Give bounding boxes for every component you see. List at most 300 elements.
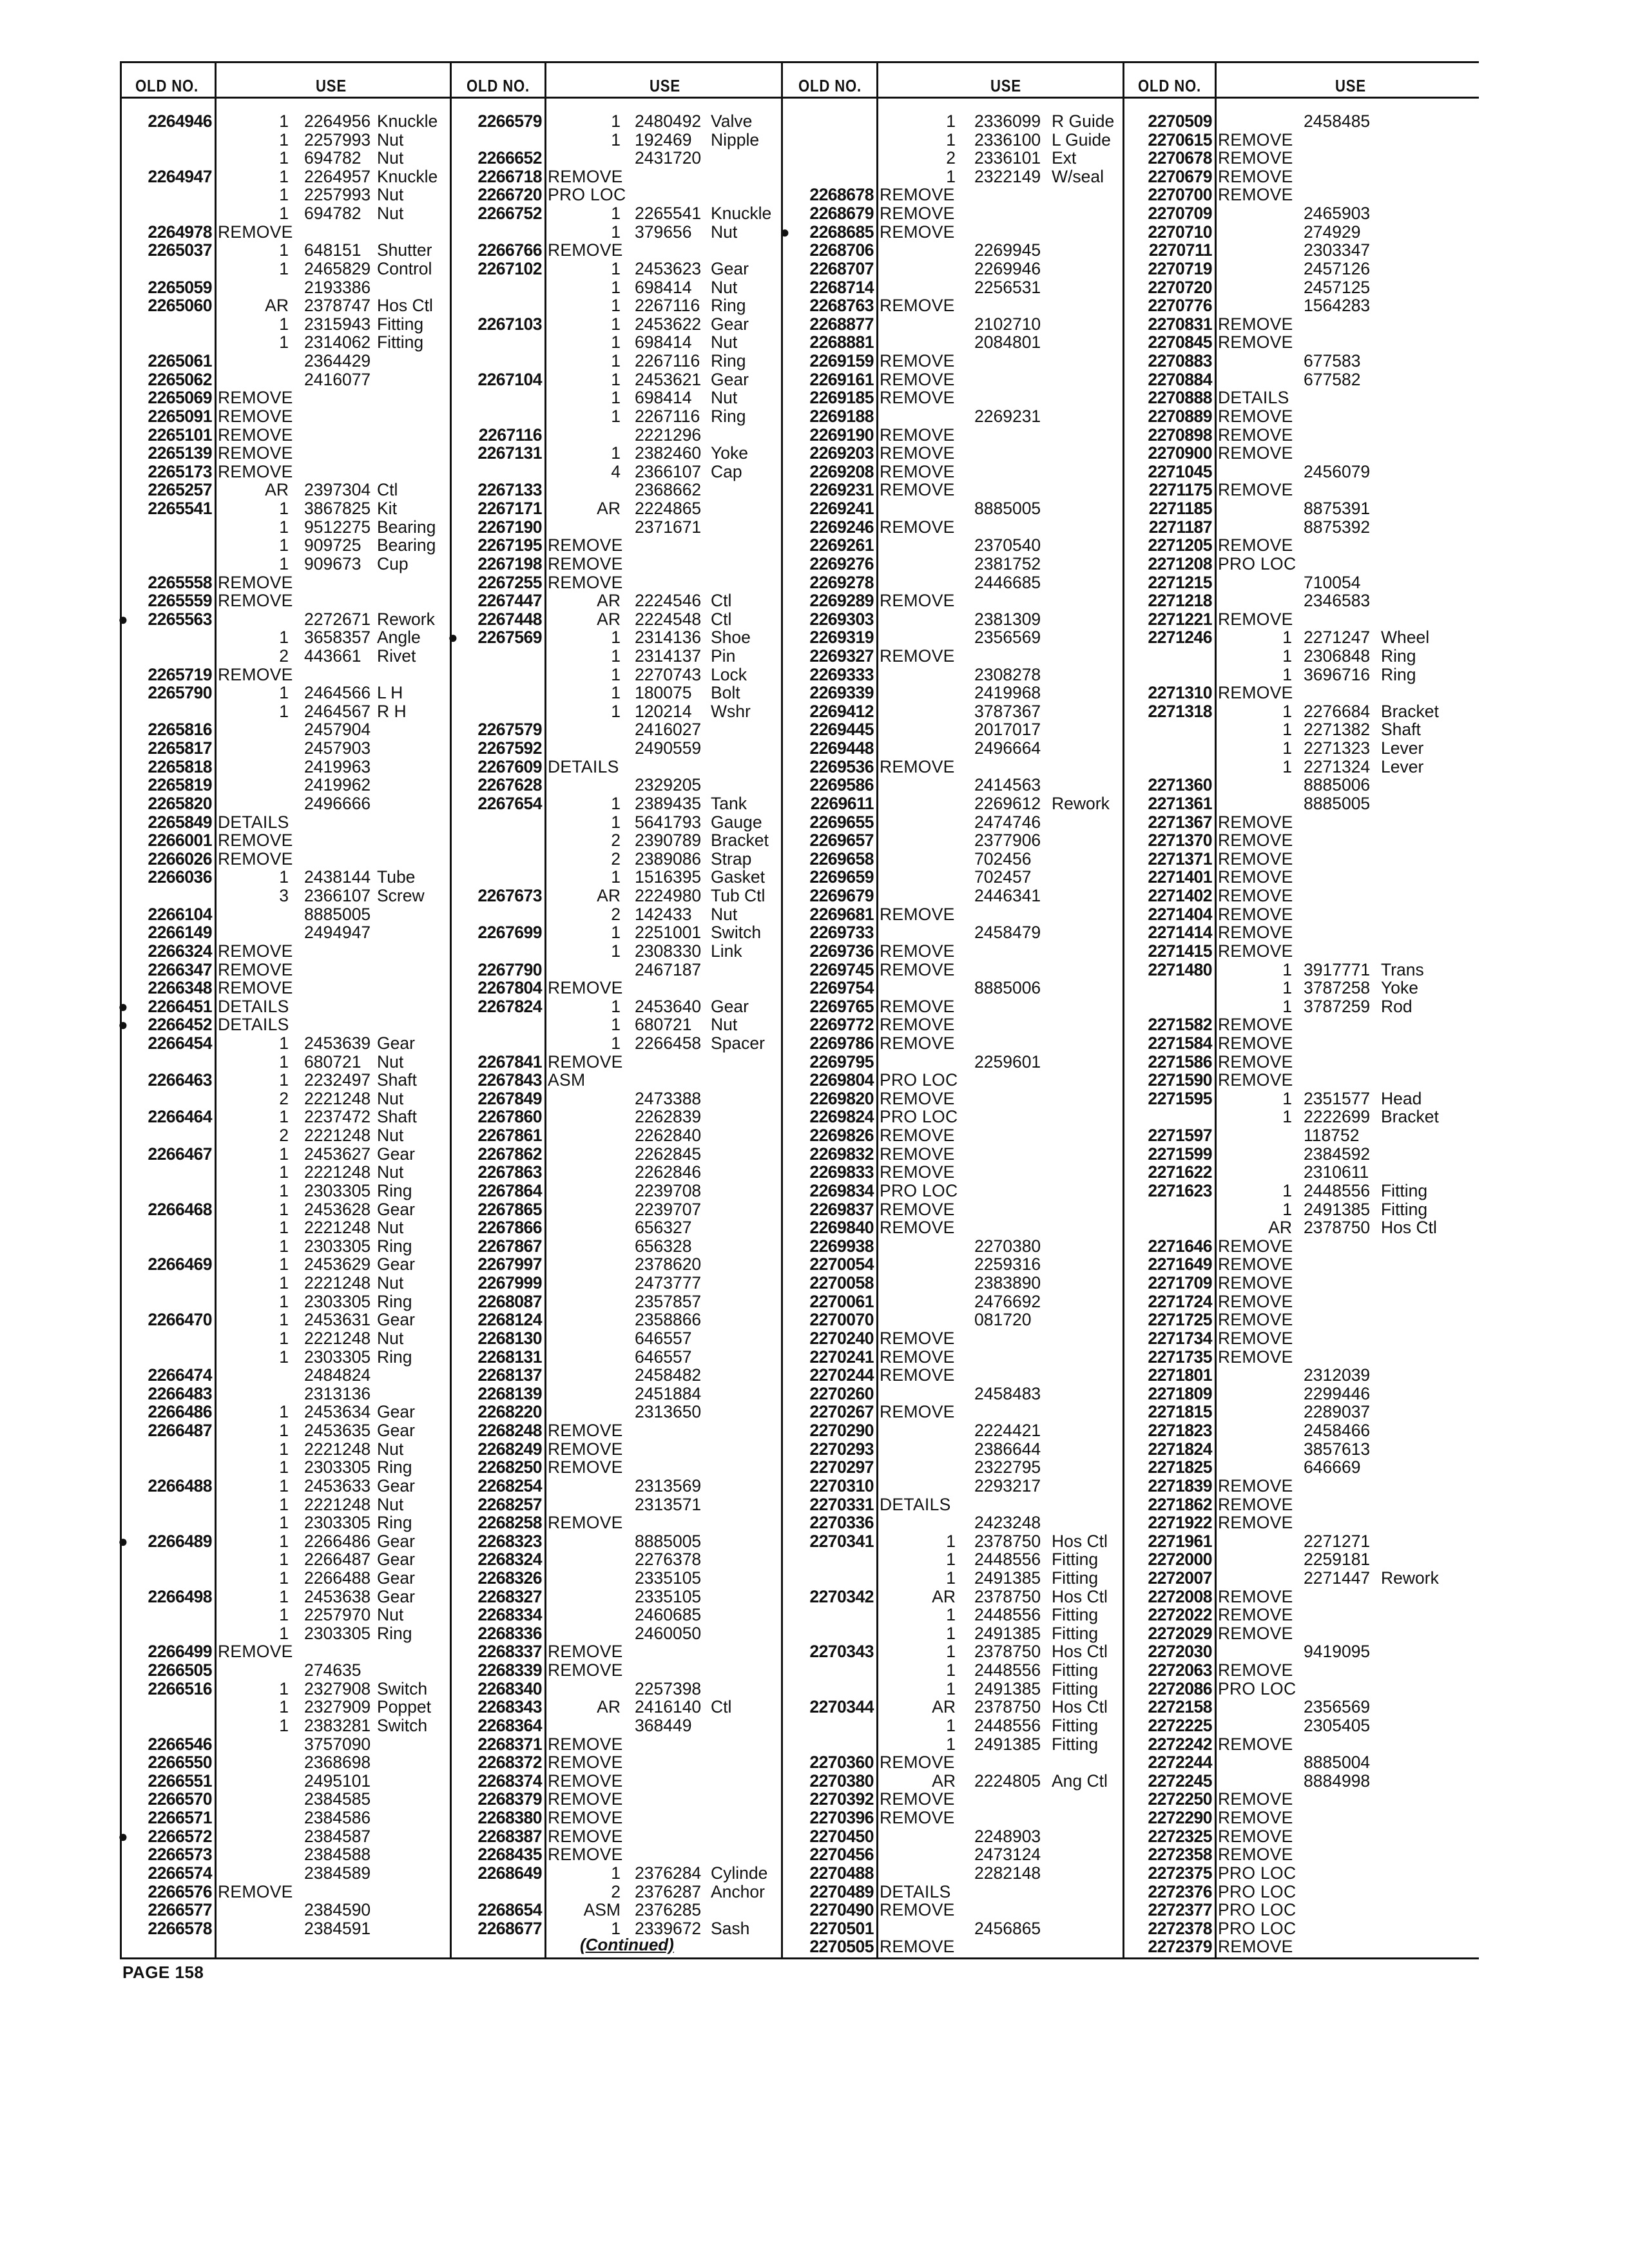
replacement-part-number: 2329205 xyxy=(635,775,702,795)
part-description: Ext xyxy=(1052,148,1077,168)
replacement-part-number: 2416077 xyxy=(304,369,371,389)
replacement-part-number: 698414 xyxy=(635,332,692,352)
use-status: REMOVE xyxy=(880,1937,955,1957)
quantity: AR xyxy=(597,591,621,611)
replacement-part-number: 3787258 xyxy=(1304,978,1371,998)
old-part-number: 2266467 xyxy=(148,1144,212,1164)
quantity: 1 xyxy=(1282,959,1292,979)
old-part-number: 2266571 xyxy=(148,1808,212,1828)
quantity: 1 xyxy=(1282,1088,1292,1108)
replacement-part-number: 2453631 xyxy=(304,1310,371,1330)
quantity: 1 xyxy=(611,332,621,352)
quantity: 1 xyxy=(279,1291,289,1311)
replacement-part-number: 2414563 xyxy=(974,775,1041,795)
replacement-part-number: 368449 xyxy=(635,1715,692,1735)
use-status: REMOVE xyxy=(548,1826,623,1846)
old-part-number: 2271734 xyxy=(1148,1328,1212,1348)
use-status: REMOVE xyxy=(880,1126,955,1146)
old-part-number: 2266579 xyxy=(477,111,542,131)
old-part-number: 2271961 xyxy=(1148,1531,1212,1551)
old-part-number: 2269834 xyxy=(809,1180,874,1200)
old-part-number: 2267999 xyxy=(477,1273,542,1293)
replacement-part-number: 2312039 xyxy=(1304,1365,1371,1385)
part-description: Angle xyxy=(377,628,421,648)
quantity: 1 xyxy=(1282,1199,1292,1219)
replacement-part-number: 2456079 xyxy=(1304,461,1371,481)
quantity: 1 xyxy=(279,1236,289,1256)
old-part-number: 2270344 xyxy=(809,1697,874,1717)
old-part-number: 2267579 xyxy=(477,720,542,740)
use-status: REMOVE xyxy=(1218,683,1293,703)
old-part-number: 2268763 xyxy=(809,296,874,316)
use-status: REMOVE xyxy=(880,959,955,979)
replacement-part-number: 2266487 xyxy=(304,1550,371,1570)
old-part-number: 2270490 xyxy=(809,1900,874,1920)
replacement-part-number: 8884998 xyxy=(1304,1771,1371,1791)
old-part-number: 2269681 xyxy=(809,904,874,924)
part-description: Gear xyxy=(377,1421,415,1441)
part-description: Control xyxy=(377,258,432,278)
old-part-number: 2271586 xyxy=(1148,1052,1212,1072)
old-part-number: 2269754 xyxy=(809,978,874,998)
quantity: 1 xyxy=(279,1273,289,1293)
old-part-number: 2266578 xyxy=(148,1918,212,1938)
quantity: 1 xyxy=(611,867,621,887)
replacement-part-number: 2480492 xyxy=(635,111,702,131)
use-status: REMOVE xyxy=(1218,886,1293,906)
part-description: Nut xyxy=(377,1605,404,1625)
replacement-part-number: 3658357 xyxy=(304,628,371,648)
part-description: Nut xyxy=(377,1162,404,1182)
use-status: REMOVE xyxy=(880,1402,955,1422)
old-part-number: 2268137 xyxy=(477,1365,542,1385)
old-part-number: 2265257 xyxy=(148,480,212,500)
quantity: 1 xyxy=(279,1568,289,1588)
replacement-part-number: 2221248 xyxy=(304,1439,371,1459)
quantity: 1 xyxy=(279,1310,289,1330)
quantity: 1 xyxy=(279,1052,289,1072)
quantity: 1 xyxy=(279,517,289,537)
use-status: REMOVE xyxy=(218,1642,293,1662)
replacement-part-number: 2221248 xyxy=(304,1328,371,1348)
quantity: 1 xyxy=(611,204,621,224)
replacement-part-number: 2351577 xyxy=(1304,1088,1371,1108)
old-part-number: 2268707 xyxy=(809,258,874,278)
replacement-part-number: 8885006 xyxy=(974,978,1041,998)
replacement-part-number: 2256531 xyxy=(974,277,1041,297)
old-part-number: 2267448 xyxy=(477,609,542,629)
old-part-number: 2269327 xyxy=(809,646,874,666)
quantity: 1 xyxy=(946,111,956,131)
old-part-number: 2271415 xyxy=(1148,941,1212,961)
part-description: R H xyxy=(377,701,407,721)
old-part-number: 2267824 xyxy=(477,996,542,1016)
replacement-part-number: 2336099 xyxy=(974,111,1041,131)
replacement-part-number: 909673 xyxy=(304,553,361,573)
replacement-part-number: 2264957 xyxy=(304,166,371,186)
old-part-number: 2268130 xyxy=(477,1328,542,1348)
quantity: 1 xyxy=(279,130,289,149)
quantity: 1 xyxy=(611,646,621,666)
old-part-number: 2268877 xyxy=(809,314,874,334)
old-part-number: 2271815 xyxy=(1148,1402,1212,1422)
old-part-number: 2269611 xyxy=(810,793,874,813)
part-description: Gear xyxy=(377,1550,415,1570)
quantity: 1 xyxy=(946,1605,956,1625)
use-status: REMOVE xyxy=(880,1789,955,1809)
quantity: 1 xyxy=(611,296,621,316)
use-status: DETAILS xyxy=(218,1015,289,1035)
use-status: REMOVE xyxy=(218,461,293,481)
old-part-number: 2271361 xyxy=(1148,793,1212,813)
part-description: Nut xyxy=(711,332,738,352)
part-description: Nut xyxy=(377,148,404,168)
replacement-part-number: 2271324 xyxy=(1304,756,1371,776)
replacement-part-number: 2339672 xyxy=(635,1918,702,1938)
bullet-marker: ● xyxy=(118,609,128,629)
use-status: PRO LOC xyxy=(548,185,626,205)
quantity: 1 xyxy=(279,1550,289,1570)
replacement-part-number: 2327908 xyxy=(304,1678,371,1698)
replacement-part-number: 2453638 xyxy=(304,1586,371,1606)
quantity: 1 xyxy=(279,701,289,721)
old-part-number: 2269445 xyxy=(809,720,874,740)
old-part-number: 2271221 xyxy=(1148,609,1212,629)
old-part-number: 2270290 xyxy=(809,1421,874,1441)
replacement-part-number: 2266488 xyxy=(304,1568,371,1588)
part-description: Hos Ctl xyxy=(1052,1697,1108,1717)
use-status: REMOVE xyxy=(548,1771,623,1791)
old-part-number: 2267863 xyxy=(477,1162,542,1182)
old-part-number: 2269658 xyxy=(809,849,874,869)
old-part-number: 2272029 xyxy=(1148,1623,1212,1643)
old-part-number: 2269765 xyxy=(809,996,874,1016)
use-status: REMOVE xyxy=(1218,535,1293,555)
replacement-part-number: 2465829 xyxy=(304,258,371,278)
use-status: REMOVE xyxy=(218,425,293,445)
use-status: REMOVE xyxy=(880,756,955,776)
quantity: 1 xyxy=(279,185,289,205)
old-part-number: 2271801 xyxy=(1148,1365,1212,1385)
part-description: Anchor xyxy=(711,1881,765,1901)
header-use: USE xyxy=(650,76,680,95)
old-part-number: 2268380 xyxy=(477,1808,542,1828)
old-part-number: 2268706 xyxy=(809,240,874,260)
old-part-number: 2268327 xyxy=(477,1586,542,1606)
old-part-number: 2265139 xyxy=(148,443,212,463)
part-description: Cylinde xyxy=(711,1863,768,1883)
quantity: 1 xyxy=(1282,628,1292,648)
quantity: 1 xyxy=(611,369,621,389)
use-status: REMOVE xyxy=(1218,831,1293,850)
quantity: 1 xyxy=(279,1070,289,1090)
part-description: Ring xyxy=(1381,646,1416,666)
part-description: Nut xyxy=(377,185,404,205)
quantity: 1 xyxy=(1282,1180,1292,1200)
old-part-number: 2271825 xyxy=(1148,1457,1212,1477)
part-description: Bearing xyxy=(377,535,436,555)
old-part-number: 2267997 xyxy=(477,1254,542,1274)
old-part-number: 2272358 xyxy=(1148,1845,1212,1865)
quantity: AR xyxy=(597,1697,621,1717)
old-part-number: 2266574 xyxy=(148,1863,212,1883)
old-part-number: 2272158 xyxy=(1148,1697,1212,1717)
quantity: AR xyxy=(597,499,621,519)
replacement-part-number: 2484824 xyxy=(304,1365,371,1385)
part-description: Fitting xyxy=(1052,1605,1099,1625)
old-part-number: 2270719 xyxy=(1148,258,1212,278)
use-status: REMOVE xyxy=(1218,1605,1293,1625)
replacement-part-number: 2390789 xyxy=(635,831,702,850)
replacement-part-number: 2266458 xyxy=(635,1033,702,1053)
part-description: Fitting xyxy=(1052,1568,1099,1588)
replacement-part-number: 2299446 xyxy=(1304,1383,1371,1403)
old-part-number: 2270501 xyxy=(809,1918,874,1938)
old-part-number: 2265816 xyxy=(148,720,212,740)
use-status: DETAILS xyxy=(880,1494,951,1514)
use-status: PRO LOC xyxy=(1218,1918,1296,1938)
replacement-part-number: 2448556 xyxy=(1304,1180,1371,1200)
replacement-part-number: 2419963 xyxy=(304,756,371,776)
replacement-part-number: 2308278 xyxy=(974,664,1041,684)
replacement-part-number: 8875392 xyxy=(1304,517,1371,537)
column-divider xyxy=(876,61,878,1957)
old-part-number: 2271175 xyxy=(1148,480,1212,500)
old-part-number: 2270380 xyxy=(809,1771,874,1791)
replacement-part-number: 2384588 xyxy=(304,1845,371,1865)
old-part-number: 2270831 xyxy=(1148,314,1212,334)
old-part-number: 2267569 xyxy=(477,628,542,648)
old-part-number: 2270898 xyxy=(1148,425,1212,445)
replacement-part-number: 2259181 xyxy=(1304,1550,1371,1570)
part-description: Hos Ctl xyxy=(377,296,433,316)
replacement-part-number: 2356569 xyxy=(974,628,1041,648)
use-status: REMOVE xyxy=(1218,1236,1293,1256)
replacement-part-number: 8885005 xyxy=(304,904,371,924)
use-status: REMOVE xyxy=(880,904,955,924)
quantity: 1 xyxy=(279,258,289,278)
old-part-number: 2271370 xyxy=(1148,831,1212,850)
quantity: 1 xyxy=(611,1015,621,1035)
replacement-part-number: 2102710 xyxy=(974,314,1041,334)
replacement-part-number: 9419095 xyxy=(1304,1642,1371,1662)
quantity: 1 xyxy=(946,1642,956,1662)
use-status: REMOVE xyxy=(1218,480,1293,500)
old-part-number: 2269185 xyxy=(809,388,874,408)
use-status: REMOVE xyxy=(548,1642,623,1662)
quantity: 1 xyxy=(946,1550,956,1570)
old-part-number: 2270396 xyxy=(809,1808,874,1828)
quantity: 1 xyxy=(279,1347,289,1367)
part-description: Gear xyxy=(377,1144,415,1164)
quantity: 1 xyxy=(279,1402,289,1422)
quantity: 1 xyxy=(946,1715,956,1735)
part-description: Switch xyxy=(377,1678,428,1698)
use-status: REMOVE xyxy=(548,572,623,592)
replacement-part-number: 2084801 xyxy=(974,332,1041,352)
old-part-number: 2267866 xyxy=(477,1218,542,1238)
quantity: 1 xyxy=(946,130,956,149)
part-description: Fitting xyxy=(1052,1715,1099,1735)
part-description: Ctl xyxy=(711,591,732,611)
replacement-part-number: 2376287 xyxy=(635,1881,702,1901)
old-part-number: 2271922 xyxy=(1148,1513,1212,1533)
old-part-number: 2270456 xyxy=(809,1845,874,1865)
old-part-number: 2267102 xyxy=(477,258,542,278)
replacement-part-number: 2491385 xyxy=(974,1623,1041,1643)
old-part-number: 2265091 xyxy=(148,406,212,426)
old-part-number: 2267699 xyxy=(477,923,542,943)
old-part-number: 2270888 xyxy=(1148,388,1212,408)
use-status: DETAILS xyxy=(218,996,289,1016)
replacement-part-number: 2458485 xyxy=(1304,111,1371,131)
old-part-number: 2269733 xyxy=(809,923,874,943)
part-description: Ring xyxy=(377,1236,412,1256)
part-description: Tube xyxy=(377,867,416,887)
part-description: Hos Ctl xyxy=(1052,1531,1108,1551)
use-status: REMOVE xyxy=(218,591,293,611)
old-part-number: 2268374 xyxy=(477,1771,542,1791)
replacement-part-number: 2378750 xyxy=(1304,1218,1371,1238)
quantity: 1 xyxy=(1282,978,1292,998)
old-part-number: 2269826 xyxy=(809,1126,874,1146)
old-part-number: 2270058 xyxy=(809,1273,874,1293)
part-description: Link xyxy=(711,941,742,961)
replacement-part-number: 2193386 xyxy=(304,277,371,297)
part-description: Gear xyxy=(377,1586,415,1606)
use-status: REMOVE xyxy=(1218,1937,1293,1957)
old-part-number: 2266718 xyxy=(477,166,542,186)
quantity: 1 xyxy=(279,1033,289,1053)
part-description: Trans xyxy=(1381,959,1424,979)
quantity: 1 xyxy=(611,277,621,297)
use-status: REMOVE xyxy=(548,1513,623,1533)
old-part-number: 2270343 xyxy=(809,1642,874,1662)
replacement-part-number: 2467187 xyxy=(635,959,702,979)
use-status: REMOVE xyxy=(1218,332,1293,352)
replacement-part-number: 2495101 xyxy=(304,1771,371,1791)
part-description: Bearing xyxy=(377,517,436,537)
part-description: Nut xyxy=(377,1218,404,1238)
old-part-number: 2271480 xyxy=(1148,959,1212,979)
use-status: REMOVE xyxy=(218,849,293,869)
replacement-part-number: 274929 xyxy=(1304,222,1361,242)
part-description: Wshr xyxy=(711,701,751,721)
use-status: REMOVE xyxy=(880,1328,955,1348)
use-status: REMOVE xyxy=(218,978,293,998)
use-status: REMOVE xyxy=(1218,1734,1293,1754)
part-description: Bracket xyxy=(711,831,769,850)
use-status: REMOVE xyxy=(548,1734,623,1754)
quantity: 1 xyxy=(946,1678,956,1698)
old-part-number: 2269246 xyxy=(809,517,874,537)
old-part-number: 2267255 xyxy=(477,572,542,592)
replacement-part-number: 2257970 xyxy=(304,1605,371,1625)
old-part-number: 2272325 xyxy=(1148,1826,1212,1846)
replacement-part-number: 698414 xyxy=(635,277,692,297)
replacement-part-number: 2282148 xyxy=(974,1863,1041,1883)
replacement-part-number: 2446341 xyxy=(974,886,1041,906)
use-status: REMOVE xyxy=(1218,185,1293,205)
old-part-number: 2265037 xyxy=(148,240,212,260)
old-part-number: 2266498 xyxy=(148,1586,212,1606)
quantity: 1 xyxy=(279,1144,289,1164)
old-part-number: 2267195 xyxy=(477,535,542,555)
use-status: REMOVE xyxy=(880,1144,955,1164)
part-description: Strap xyxy=(711,849,752,869)
part-description: Ring xyxy=(377,1291,412,1311)
part-description: Sash xyxy=(711,1918,750,1938)
replacement-part-number: 2453627 xyxy=(304,1144,371,1164)
replacement-part-number: 2224865 xyxy=(635,499,702,519)
old-part-number: 2272000 xyxy=(1148,1550,1212,1570)
use-status: REMOVE xyxy=(218,941,293,961)
old-part-number: 2271360 xyxy=(1148,775,1212,795)
quantity: 2 xyxy=(611,1881,621,1901)
part-description: Lever xyxy=(1381,756,1424,776)
use-status: REMOVE xyxy=(880,1365,955,1385)
part-description: Gear xyxy=(711,258,749,278)
replacement-part-number: 2416027 xyxy=(635,720,702,740)
part-description: Fitting xyxy=(1052,1734,1099,1754)
header-old-no: OLD NO. xyxy=(1138,76,1202,95)
quantity: 1 xyxy=(946,1623,956,1643)
replacement-part-number: 2491385 xyxy=(974,1678,1041,1698)
replacement-part-number: 2270380 xyxy=(974,1236,1041,1256)
quantity: 1 xyxy=(946,1734,956,1754)
use-status: PRO LOC xyxy=(1218,1863,1296,1883)
old-part-number: 2265541 xyxy=(148,499,212,519)
replacement-part-number: 8885006 xyxy=(1304,775,1371,795)
quantity: 2 xyxy=(946,148,956,168)
old-part-number: 2269276 xyxy=(809,553,874,573)
old-part-number: 2266752 xyxy=(477,204,542,224)
part-description: Ang Ctl xyxy=(1052,1771,1108,1791)
replacement-part-number: 2371671 xyxy=(635,517,702,537)
replacement-part-number: 2358866 xyxy=(635,1310,702,1330)
column-divider xyxy=(215,61,217,1957)
use-status: REMOVE xyxy=(880,996,955,1016)
replacement-part-number: 2262846 xyxy=(635,1162,702,1182)
replacement-part-number: 2257398 xyxy=(635,1678,702,1698)
use-status: REMOVE xyxy=(548,1052,623,1072)
use-status: REMOVE xyxy=(880,1808,955,1828)
replacement-part-number: 3917771 xyxy=(1304,959,1371,979)
column-divider xyxy=(450,61,452,1957)
old-part-number: 2265558 xyxy=(148,572,212,592)
old-part-number: 2270883 xyxy=(1148,351,1212,371)
replacement-part-number: 2378750 xyxy=(974,1586,1041,1606)
replacement-part-number: 2303305 xyxy=(304,1623,371,1643)
replacement-part-number: 2384590 xyxy=(304,1900,371,1920)
header-rule xyxy=(120,97,1479,99)
old-part-number: 2271709 xyxy=(1148,1273,1212,1293)
part-description: Yoke xyxy=(1381,978,1418,998)
old-part-number: 2270889 xyxy=(1148,406,1212,426)
old-part-number: 2268249 xyxy=(477,1439,542,1459)
replacement-part-number: 2221248 xyxy=(304,1126,371,1146)
replacement-part-number: 2303305 xyxy=(304,1291,371,1311)
replacement-part-number: 3787259 xyxy=(1304,996,1371,1016)
part-description: Fitting xyxy=(1052,1623,1099,1643)
old-part-number: 2270900 xyxy=(1148,443,1212,463)
use-status: REMOVE xyxy=(1218,1475,1293,1495)
old-part-number: 2265062 xyxy=(148,369,212,389)
replacement-part-number: 2453622 xyxy=(635,314,702,334)
quantity: 2 xyxy=(279,1088,289,1108)
use-status: REMOVE xyxy=(880,204,955,224)
use-status: PRO LOC xyxy=(880,1180,958,1200)
